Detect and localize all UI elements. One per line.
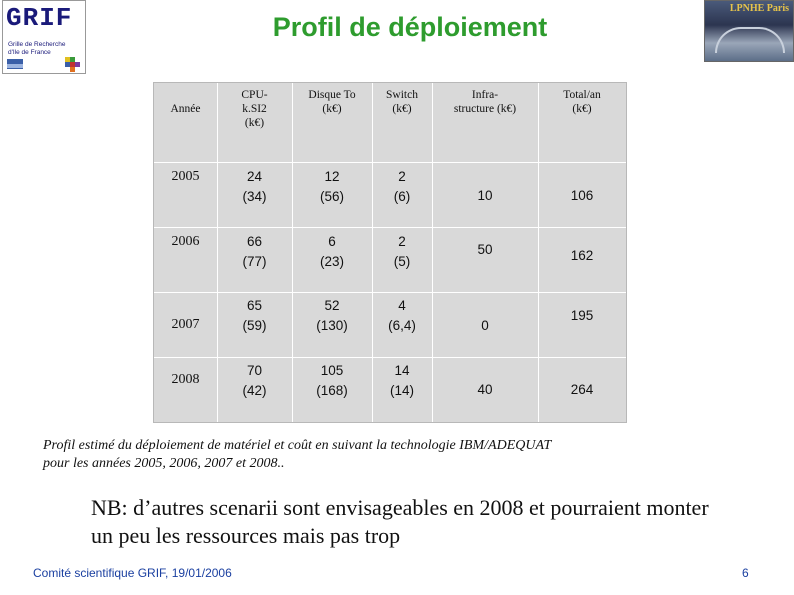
header-year: Année [170,103,201,115]
row-2008-switch: 14 (14) [389,363,414,398]
row-2007-infra: 0 [481,318,489,333]
header-infra: Infra- structure (k€) [453,89,517,115]
row-2005-switch: 2 (6) [393,169,411,204]
row-2007-cpu: 65 (59) [242,298,267,333]
logo-badge-stripe [7,64,23,68]
footer-text: Comité scientifique GRIF, 19/01/2006 [33,566,232,580]
header-disk: Disque To (k€) [308,89,356,115]
table-caption: Profil estimé du déploiement de matériel et coût en suivant la technologie IBM/ADEQUAT pour les années 2005, 2006, 2007 et 2008.. [43,438,552,471]
row-2006-cpu: 66 (77) [242,234,267,269]
row-2007-disk: 52 (130) [316,298,348,333]
row-2008-cpu: 70 (42) [242,363,267,398]
lab-photo [704,0,794,62]
row-2008-total: 264 [570,382,594,397]
page-title: Profil de déploiement [272,12,548,42]
page-number: 6 [742,566,749,580]
row-2006-total: 162 [570,248,594,263]
photo-arch-shape [715,27,785,53]
photo-label: LPNHE Paris [729,3,789,14]
row-2005-total: 106 [570,188,594,203]
row-2005-year: 2005 [171,169,200,184]
row-2008-infra: 40 [477,382,493,397]
row-2006-switch: 2 (5) [393,234,411,269]
row-2007-year: 2007 [171,317,200,332]
logo-subtitle: Grille de Recherche d'Ile de France [8,41,66,56]
row-2005-disk: 12 (56) [319,169,344,204]
nb-note: NB: d’autres scenarii sont envisageables en 2008 et pourraient monter un peu les ressources mais pas trop [91,495,709,548]
row-2008-disk: 105 (168) [316,363,348,398]
header-cpu: CPU- k.SI2 (k€) [241,89,268,129]
deployment-table [153,82,627,423]
logo-wordmark: GRIF [6,3,73,33]
header-switch: Switch (k€) [386,89,418,115]
row-2006-infra: 50 [477,242,493,257]
header-total: Total/an (k€) [563,89,601,115]
row-2006-disk: 6 (23) [319,234,344,269]
row-2008-year: 2008 [171,372,200,387]
row-2005-infra: 10 [477,188,493,203]
logo-mosaic-icon [65,57,79,71]
row-2007-switch: 4 (6,4) [388,298,416,333]
row-2006-year: 2006 [171,234,200,249]
row-2007-total: 195 [570,308,594,323]
row-2005-cpu: 24 (34) [242,169,267,204]
